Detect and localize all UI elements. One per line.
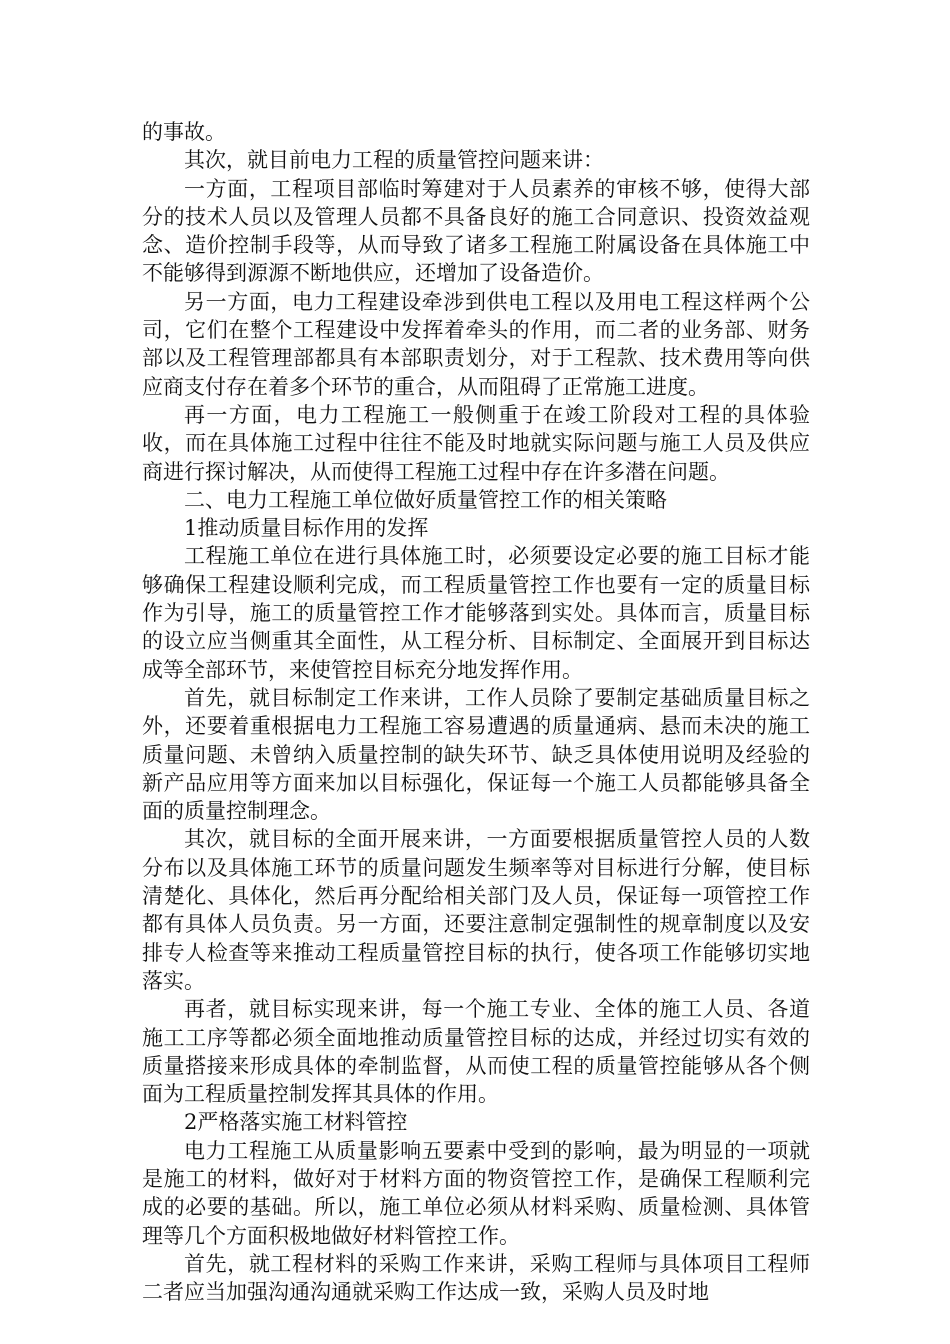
paragraph: 一方面，工程项目部临时筹建对于人员素养的审核不够，使得大部分的技术人员以及管理人员都不具备良好的施工合同意识、投资效益观念、造价控制手段等，从而导致了诸多工程施工附属设备在具体施工中不能够得到源源不断地供应，还增加了设备造价。: [142, 176, 810, 286]
paragraph: 工程施工单位在进行具体施工时，必须要设定必要的施工目标才能够确保工程建设顺利完成，而工程质量管控工作也要有一定的质量目标作为引导，施工的质量管控工作才能够落到实处。具体而言，质量目标的设立应当侧重其全面性，从工程分析、目标制定、全面展开到目标达成等全部环节，来使管控目标充分地发挥作用。: [142, 544, 810, 682]
paragraph: 首先，就工程材料的采购工作来讲，采购工程师与具体项目工程师二者应当加强沟通沟通就采购工作达成一致，采购人员及时地: [142, 1251, 810, 1305]
paragraph: 另一方面，电力工程建设牵涉到供电工程以及用电工程这样两个公司，它们在整个工程建设中发挥着牵头的作用，而二者的业务部、财务部以及工程管理部都具有本部职责划分，对于工程款、技术费用等向供应商支付存在着多个环节的重合，从而阻碍了正常施工进度。: [142, 289, 810, 399]
paragraph: 电力工程施工从质量影响五要素中受到的影响，最为明显的一项就是施工的材料，做好对于材料方面的物资管控工作，是确保工程顺利完成的必要的基础。所以，施工单位必须从材料采购、质量检测、具体管理等几个方面积极地做好材料管控工作。: [142, 1138, 810, 1248]
section-heading: 二、电力工程施工单位做好质量管控工作的相关策略: [184, 487, 667, 512]
paragraph: 首先，就目标制定工作来讲，工作人员除了要制定基础质量目标之外，还要着重根据电力工程施工容易遭遇的质量通病、悬而未决的施工质量问题、未曾纳入质量控制的缺失环节、缺乏具体使用说明及经验的新产品应用等方面来加以目标强化，保证每一个施工人员都能够具备全面的质量控制理念。: [142, 685, 810, 824]
paragraph: 的事故。: [142, 120, 226, 144]
subsection-heading: 2严格落实施工材料管控: [184, 1110, 408, 1135]
paragraph: 再者，就目标实现来讲，每一个施工专业、全体的施工人员、各道施工工序等都必须全面地推动质量管控目标的达成，并经过切实有效的质量搭接来形成具体的牵制监督，从而使工程的质量管控能够从各个侧面为工程质量控制发挥其具体的作用。: [142, 997, 810, 1107]
document-body: [142, 118, 810, 1306]
paragraph: 其次，就目标的全面开展来讲，一方面要根据质量管控人员的人数分布以及具体施工环节的质量问题发生频率等对目标进行分解，使目标清楚化、具体化，然后再分配给相关部门及人员，保证每一项管控工作都有具体人员负责。另一方面，还要注意制定强制性的规章制度以及安排专人检查等来推动工程质量管控目标的执行，使各项工作能够切实地落实。: [142, 827, 810, 993]
paragraph: 其次，就目前电力工程的质量管控问题来讲：: [184, 148, 604, 173]
subsection-heading: 1推动质量目标作用的发挥: [184, 516, 429, 541]
paragraph: 再一方面，电力工程施工一般侧重于在竣工阶段对工程的具体验收，而在具体施工过程中往往不能及时地就实际问题与施工人员及供应商进行探讨解决，从而使得工程施工过程中存在许多潜在问题。: [142, 402, 810, 484]
